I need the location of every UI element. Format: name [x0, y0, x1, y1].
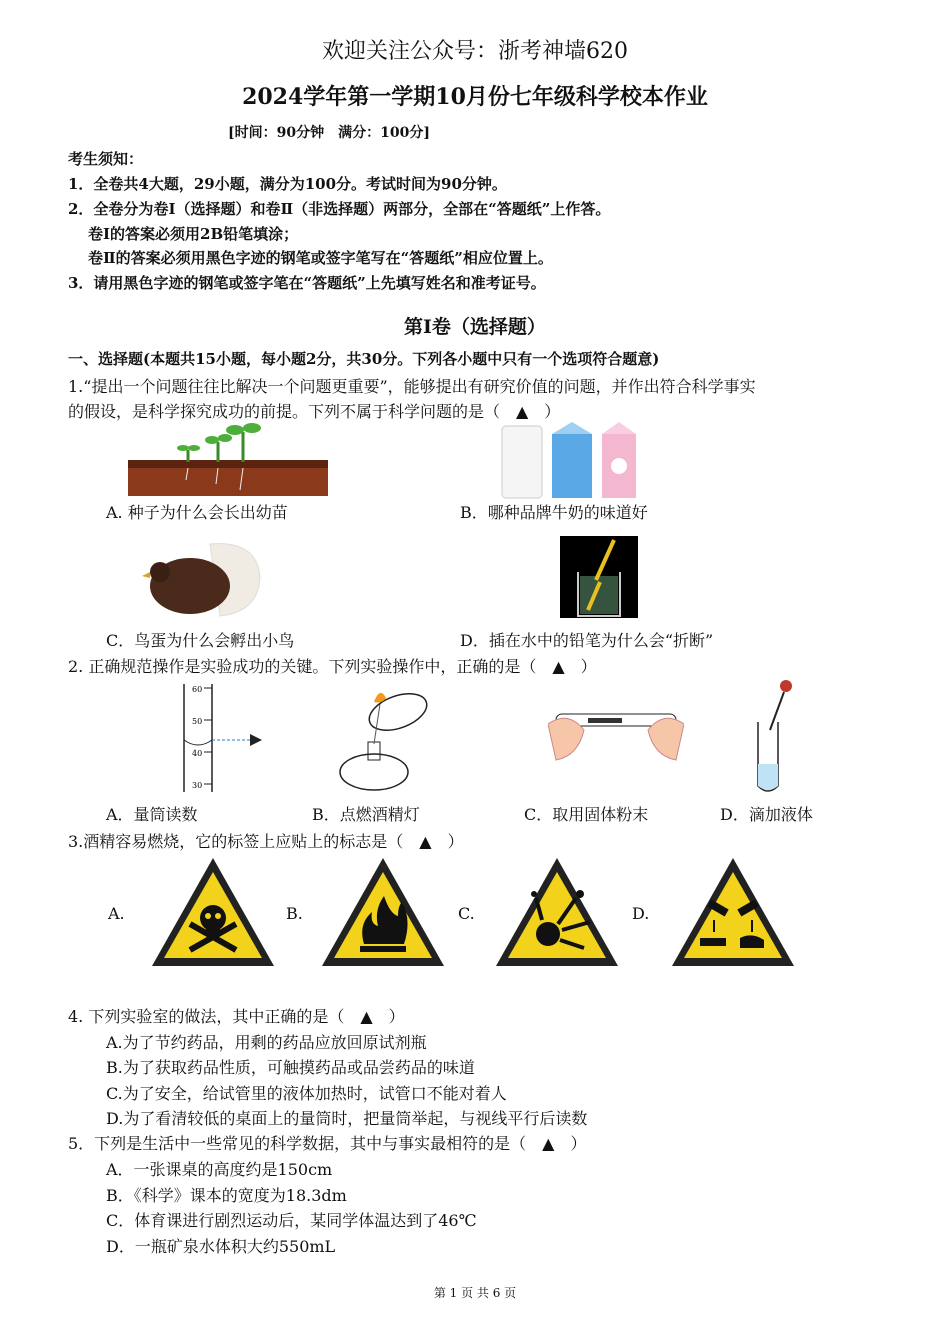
page-title: 2024学年第一学期10月份七年级科学校本作业	[242, 84, 708, 110]
option-b[interactable]: B.	[286, 904, 303, 923]
option-d[interactable]: D.	[632, 904, 650, 923]
option-d[interactable]: D．一瓶矿泉水体积大约550mL	[106, 1237, 336, 1256]
question-stem: 的假设，是科学探究成功的前提。下列不属于科学问题的是（ ▲ ）	[68, 402, 561, 421]
page-footer: 第 1 页 共 6 页	[433, 1286, 517, 1300]
graduated-cylinder-image	[176, 680, 268, 796]
corrosive-sign-icon	[668, 854, 798, 970]
pencil-in-water-image	[560, 536, 638, 618]
notice-item: 卷Ⅱ的答案必须用黑色字迹的钢笔或签字笔写在“答题纸”相应位置上。	[88, 249, 553, 267]
option-a[interactable]: A. 种子为什么会长出幼苗	[106, 503, 288, 522]
time-info: [时间：90分钟 满分：100分]	[228, 125, 430, 141]
section-title: 第Ⅰ卷（选择题）	[404, 316, 546, 338]
notice-heading: 考生须知：	[68, 150, 144, 168]
explosive-sign-icon	[492, 854, 622, 970]
milk-cartons-image	[498, 420, 638, 500]
tick-label: 40	[192, 749, 203, 758]
option-b[interactable]: B．哪种品牌牛奶的味道好	[460, 503, 648, 522]
hatching-bird-image	[140, 538, 264, 624]
option-c[interactable]: C．鸟蛋为什么会孵出小鸟	[106, 631, 295, 650]
question-stem: 4. 下列实验室的做法，其中正确的是（ ▲ ）	[68, 1007, 405, 1026]
option-c[interactable]: C．体育课进行剧烈运动后，某同学体温达到了46℃	[106, 1211, 477, 1230]
option-d[interactable]: D．滴加液体	[720, 805, 813, 824]
watermark: 欢迎关注公众号：浙考神墙620	[322, 39, 628, 64]
option-b[interactable]: B．《科学》课本的宽度为18.3dm	[106, 1186, 347, 1205]
tick-label: 50	[192, 717, 203, 726]
option-b[interactable]: B.为了获取药品性质，可触摸药品或品尝药品的味道	[106, 1058, 475, 1077]
option-d[interactable]: D.为了看清较低的桌面上的量筒时，把量筒举起，与视线平行后读数	[106, 1109, 588, 1128]
notice-item: 3．请用黑色字迹的钢笔或签字笔在“答题纸”上先填写姓名和准考证号。	[68, 274, 546, 292]
option-a[interactable]: A.为了节约药品，用剩的药品应放回原试剂瓶	[106, 1033, 427, 1052]
option-a[interactable]: A．量筒读数	[106, 805, 198, 824]
seedling-image	[128, 420, 328, 498]
option-a[interactable]: A．一张课桌的高度约是150cm	[106, 1160, 333, 1179]
dropper-tube-image	[748, 678, 796, 796]
part-heading: 一、选择题(本题共15小题，每小题2分，共30分。下列各小题中只有一个选项符合题意)	[68, 350, 660, 368]
notice-item: 卷Ⅰ的答案必须用2B铅笔填涂；	[88, 225, 299, 243]
toxic-sign-icon	[148, 854, 278, 970]
option-c[interactable]: C.为了安全，给试管里的液体加热时，试管口不能对着人	[106, 1084, 507, 1103]
alcohol-lamp-image	[330, 682, 438, 794]
option-b[interactable]: B．点燃酒精灯	[312, 805, 420, 824]
question-stem: 1.“提出一个问题往往比解决一个问题更重要”，能够提出有研究价值的问题，并作出符合科学事实	[68, 377, 756, 396]
question-stem: 3.酒精容易燃烧，它的标签上应贴上的标志是（ ▲ ）	[68, 832, 464, 851]
option-c[interactable]: C.	[458, 904, 475, 923]
option-c[interactable]: C．取用固体粉末	[524, 805, 649, 824]
option-d[interactable]: D．插在水中的铅笔为什么会“折断”	[460, 631, 714, 650]
option-a[interactable]: A.	[108, 904, 125, 923]
flammable-sign-icon	[318, 854, 448, 970]
tick-label: 30	[192, 781, 203, 790]
solid-powder-image	[548, 700, 684, 772]
notice-item: 2．全卷分为卷Ⅰ（选择题）和卷Ⅱ（非选择题）两部分，全部在“答题纸”上作答。	[68, 200, 611, 218]
tick-label: 60	[192, 685, 203, 694]
question-stem: 2. 正确规范操作是实验成功的关键。下列实验操作中，正确的是（ ▲ ）	[68, 657, 597, 676]
question-stem: 5．下列是生活中一些常见的科学数据，其中与事实最相符的是（ ▲ ）	[68, 1134, 587, 1153]
notice-item: 1．全卷共4大题，29小题，满分为100分。考试时间为90分钟。	[68, 175, 507, 193]
